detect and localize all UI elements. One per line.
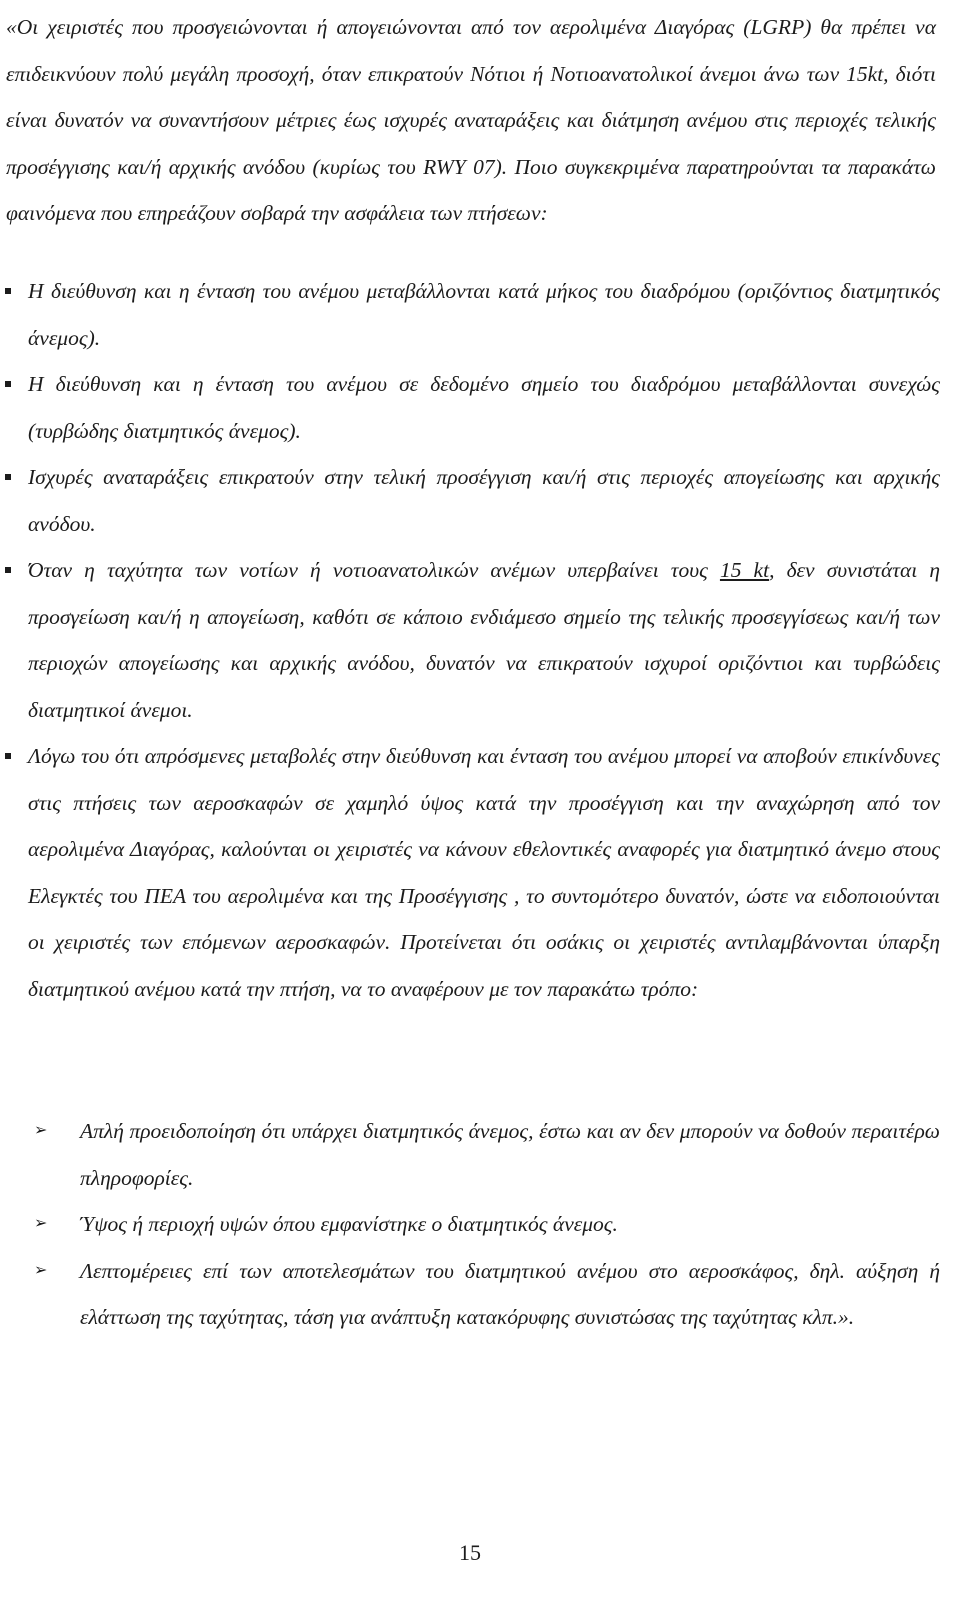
bullet-text-before: Όταν η ταχύτητα των νοτίων ή νοτιοανατολικών ανέμων υπερβαίνει τους: [28, 558, 720, 582]
arrow-bullet-icon: ➢: [34, 1259, 48, 1279]
square-bullet-icon: [5, 381, 11, 387]
square-bullet-icon: [5, 474, 11, 480]
list-item: [0, 1201, 940, 1248]
list-item: [0, 733, 940, 1012]
arrow-item-text: Ύψος ή περιοχή υψών όπου εμφανίστηκε ο διατμητικός άνεμος.: [80, 1212, 618, 1236]
bullet-text: Ισχυρές αναταράξεις επικρατούν στην τελική προσέγγιση και/ή στις περιοχές απογείωσης και αρχικής ανόδου.: [28, 465, 940, 536]
list-item: [0, 1108, 940, 1201]
intro-paragraph: «Οι χειριστές που προσγειώνονται ή απογειώνονται από τον αερολιμένα Διαγόρας (LGRP) θα πρέπει να επιδεικνύουν πολύ μεγάλη προσοχή, όταν επικρατούν Νότιοι ή Νοτιοανατολικοί άνεμοι άνω των 15kt, διότι είναι δυνατόν να συναντήσουν μέτριες έως ισχυρές αναταράξεις και διάτμηση ανέμου στις περιοχές τελικής προσέγγισης και/ή αρχικής ανόδου (κυρίως του RWY 07). Ποιο συγκεκριμένα παρατηρούνται τα παρακάτω φαινόμενα που επηρεάζουν σοβαρά την ασφάλεια των πτήσεων:: [6, 15, 936, 225]
square-bullet-icon: [5, 753, 11, 759]
square-bullet-icon: [5, 567, 11, 573]
bullet-text: Η διεύθυνση και η ένταση του ανέμου μεταβάλλονται κατά μήκος του διαδρόμου (οριζόντιος διατμητικός άνεμος).: [28, 279, 940, 350]
wind-speed-threshold: 15 kt: [719, 558, 770, 582]
list-item: [0, 454, 940, 547]
arrow-bullet-icon: ➢: [34, 1213, 48, 1232]
arrow-item-text: Λεπτομέρειες επί των αποτελεσμάτων του διατμητικού ανέμου στο αεροσκάφος, δηλ. αύξηση ή ελάττωση της ταχύτητας, τάση για ανάπτυξη κατακόρυφης συνιστώσας της ταχύτητας κλπ.».: [80, 1258, 940, 1329]
square-bullet-icon: [5, 288, 11, 294]
list-item: [0, 1248, 940, 1341]
bullet-list: [0, 268, 940, 1012]
page-number: 15: [459, 1540, 481, 1565]
list-item: [0, 268, 940, 361]
list-item: [0, 547, 940, 733]
bullet-text-after: , δεν συνιστάται η προσγείωση και/ή η απογείωση, καθότι σε κάποιο ενδιάμεσο σημείο της τελικής προσεγγίσεως και/ή των περιοχών απογείωσης και αρχικής ανόδου, δυνατόν να επικρατούν ισχυροί οριζόντιοι και τυρβώδεις διατμητικοί άνεμοι.: [28, 558, 940, 722]
arrow-item-text: Απλή προειδοποίηση ότι υπάρχει διατμητικός άνεμος, έστω και αν δεν μπορούν να δοθούν περαιτέρω πληροφορίες.: [80, 1119, 940, 1190]
arrow-bullet-icon: ➢: [34, 1120, 48, 1139]
bullet-text: [28, 558, 940, 722]
list-item: [0, 361, 940, 454]
bullet-text: Λόγω του ότι απρόσμενες μεταβολές στην διεύθυνση και ένταση του ανέμου μπορεί να αποβούν επικίνδυνες στις πτήσεις των αεροσκαφών σε χαμηλό ύψος κατά την προσέγγιση και την αναχώρηση από τον αερολιμένα Διαγόρας, καλούνται οι χειριστές να κάνουν εθελοντικές αναφορές για διατμητικό άνεμο στους Ελεγκτές του ΠΕΑ του αερολιμένα και της Προσέγγισης , το συντομότερο δυνατόν, ώστε να ειδοποιούνται οι χειριστές των επόμενων αεροσκαφών. Προτείνεται ότι οσάκις οι χειριστές αντιλαμβάνονται ύπαρξη διατμητικού ανέμου κατά την πτήση, να το αναφέρουν με τον παρακάτω τρόπο:: [28, 744, 940, 1001]
arrow-list: [0, 1108, 940, 1341]
bullet-text: Η διεύθυνση και η ένταση του ανέμου σε δεδομένο σημείο του διαδρόμου μεταβάλλονται συνεχώς (τυρβώδης διατμητικός άνεμος).: [28, 372, 940, 443]
